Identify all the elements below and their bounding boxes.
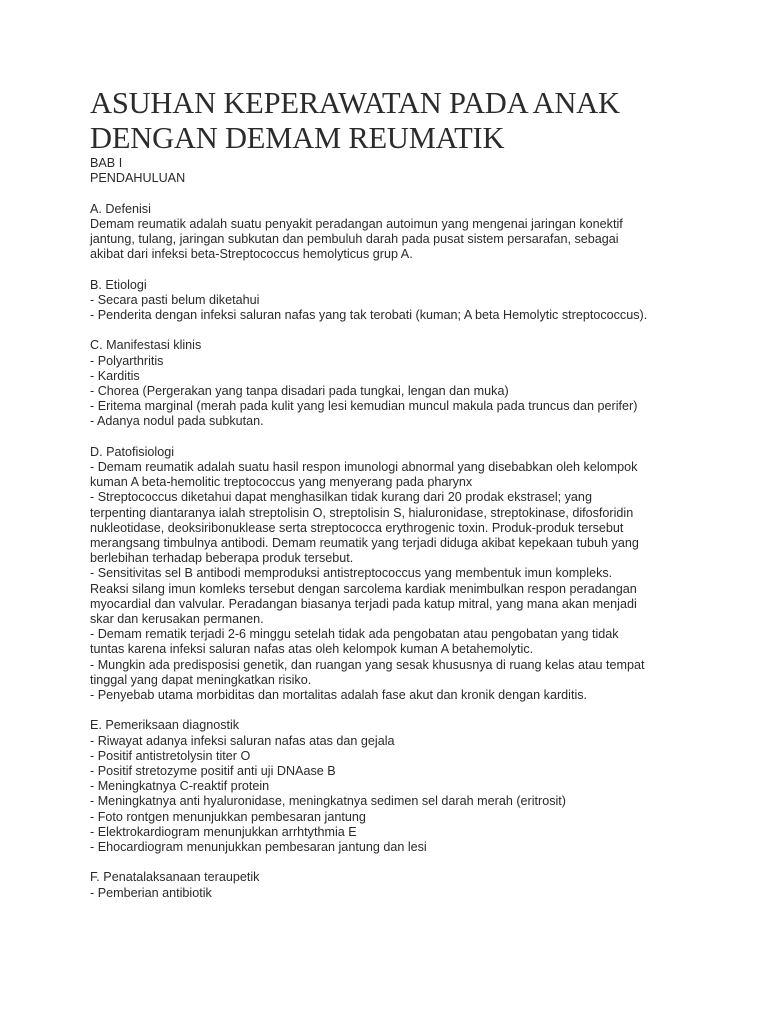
text-line: merangsang timbulnya antibodi. Demam reumatik yang terjadi diduga akibat kepekaan tubuh yang xyxy=(90,536,639,551)
text-line: - Adanya nodul pada subkutan. xyxy=(90,414,264,429)
document-body xyxy=(90,156,730,901)
text-line: berlebihan terhadap beberapa produk tersebut. xyxy=(90,551,354,566)
text-line: D. Patofisiologi xyxy=(90,444,174,459)
text-line: tinggal yang dapat meningkatkan risiko. xyxy=(90,672,312,687)
paragraph-spacer xyxy=(90,430,730,445)
text-line: - Sensitivitas sel B antibodi memproduksi antistreptococcus yang membentuk imun kompleks. xyxy=(90,566,613,581)
text-line: - Penyebab utama morbiditas dan mortalitas adalah fase akut dan kronik dengan karditis. xyxy=(90,688,588,703)
text-line: B. Etiologi xyxy=(90,277,147,292)
text-line: - Positif antistretolysin titer O xyxy=(90,748,251,763)
text-line: - Eritema marginal (merah pada kulit yang lesi kemudian muncul makula pada truncus dan perifer) xyxy=(90,399,638,414)
title-line: DENGAN DEMAM REUMATIK xyxy=(90,121,505,155)
text-line: skar dan kerusakan permanen. xyxy=(90,612,264,627)
text-line: - Penderita dengan infeksi saluran nafas yang tak terobati (kuman; A beta Hemolytic streptococcus). xyxy=(90,308,648,322)
text-line: - Secara pasti belum diketahui xyxy=(90,292,260,307)
text-line: tuntas karena infeksi saluran nafas atas oleh kelompok kuman A betahemolytic. xyxy=(90,642,534,657)
document-title xyxy=(90,86,730,156)
text-line: nukleotidase, deoksiribonuklease serta streptococca erythrogenic toxin. Produk-produk tersebut xyxy=(90,520,624,535)
text-line: PENDAHULUAN xyxy=(90,171,186,186)
text-line: Demam reumatik adalah suatu penyakit peradangan autoimun yang mengenai jaringan konektif xyxy=(90,216,623,231)
text-line: - Foto rontgen menunjukkan pembesaran jantung xyxy=(90,809,366,824)
text-line: - Positif stretozyme positif anti uji DNAase B xyxy=(90,764,336,779)
text-line: - Riwayat adanya infeksi saluran nafas atas dan gejala xyxy=(90,733,395,748)
text-line: - Meningkatnya C-reaktif protein xyxy=(90,779,270,794)
text-line: - Meningkatnya anti hyaluronidase, meningkatnya sedimen sel darah merah (eritrosit) xyxy=(90,794,567,809)
document-page xyxy=(90,86,730,901)
text-line: akibat dari infeksi beta-Streptococcus hemolyticus grup A. xyxy=(90,247,413,262)
text-line: - Ehocardiogram menunjukkan pembesaran jantung dan lesi xyxy=(90,840,427,855)
text-line: A. Defenisi xyxy=(90,201,151,216)
paragraph-spacer xyxy=(90,262,730,277)
paragraph-spacer xyxy=(90,323,730,338)
text-line: jantung, tulang, jaringan subkutan dan pembuluh darah pada pusat sistem persarafan, sebagai xyxy=(90,232,619,246)
text-line: - Streptococcus diketahui dapat menghasilkan tidak kurang dari 20 prodak ekstrasel; yang xyxy=(90,490,592,505)
paragraph-spacer xyxy=(90,855,730,870)
text-line: E. Pemeriksaan diagnostik xyxy=(90,718,240,733)
paragraph-spacer xyxy=(90,186,730,201)
text-line: - Demam reumatik adalah suatu hasil respon imunologi abnormal yang disebabkan oleh kelompok xyxy=(90,460,638,474)
paragraph-spacer xyxy=(90,703,730,718)
text-line: kuman A beta-hemolitic treptococcus yang menyerang pada pharynx xyxy=(90,475,473,490)
text-line: terpenting diantaranya ialah streptolisin O, streptolisin S, hialuronidase, streptokinase, difosforidin xyxy=(90,505,634,520)
text-line: - Karditis xyxy=(90,368,140,383)
text-line: - Demam rematik terjadi 2-6 minggu setelah tidak ada pengobatan atau pengobatan yang tidak xyxy=(90,627,619,642)
text-line: BAB I xyxy=(90,156,123,170)
text-line: F. Penatalaksanaan teraupetik xyxy=(90,870,260,885)
text-line: - Chorea (Pergerakan yang tanpa disadari pada tungkai, lengan dan muka) xyxy=(90,384,509,398)
title-line: ASUHAN KEPERAWATAN PADA ANAK xyxy=(90,86,620,120)
text-line: C. Manifestasi klinis xyxy=(90,338,202,353)
text-line: - Elektrokardiogram menunjukkan arrhtythmia E xyxy=(90,824,357,839)
text-line: myocardial dan valvular. Peradangan biasanya terjadi pada katup mitral, yang mana akan menjadi xyxy=(90,596,637,611)
text-line: - Polyarthritis xyxy=(90,353,164,368)
text-line: - Mungkin ada predisposisi genetik, dan ruangan yang sesak khususnya di ruang kelas atau tempat xyxy=(90,657,645,672)
text-line: - Pemberian antibiotik xyxy=(90,885,212,900)
text-line: Reaksi silang imun komleks tersebut dengan sarcolema kardiak menimbulkan respon peradangan xyxy=(90,581,637,596)
